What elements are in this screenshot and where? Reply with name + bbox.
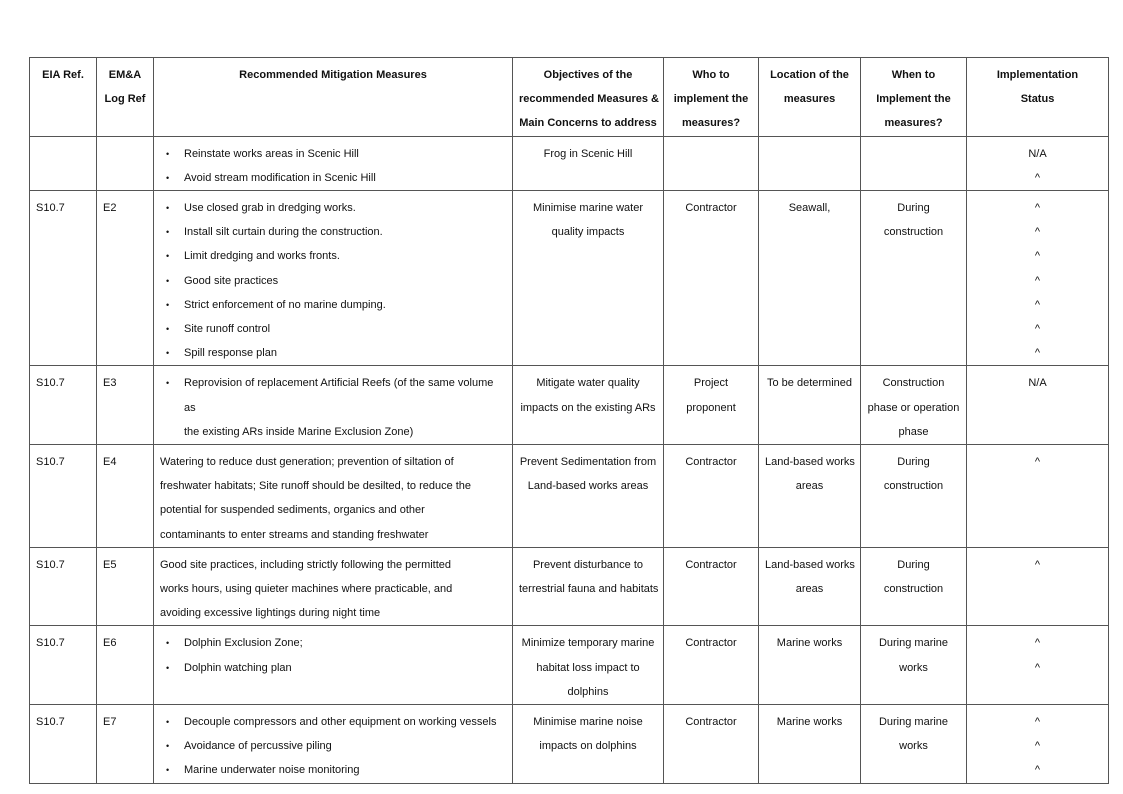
who-cell: [664, 366, 759, 445]
eia-ref-cell: [30, 136, 97, 190]
cell-line: Contractor: [685, 456, 737, 469]
header-when: [861, 58, 967, 137]
who-cell: [664, 191, 759, 366]
header-line: Recommended Mitigation Measures: [239, 69, 427, 81]
header-line: measures?: [681, 117, 741, 130]
measures-cell: [154, 626, 513, 705]
header-line: Log Ref: [104, 93, 146, 106]
bullet-item: [160, 269, 506, 293]
cell-line: Minimize temporary marine: [521, 637, 655, 650]
bullet-icon: •: [166, 148, 170, 159]
cell-line: ^: [1034, 740, 1041, 753]
table-row: [30, 626, 1109, 705]
bullet-icon: •: [166, 299, 170, 310]
eia-ref-cell: [30, 705, 97, 784]
table-row: [30, 547, 1109, 626]
bullet-text: Site runoff control: [184, 323, 271, 336]
header-who: [664, 58, 759, 137]
bullet-text: Decouple compressors and other equipment on working vessels: [184, 716, 497, 729]
cell-line: E5: [103, 558, 117, 571]
header-line: Implementation: [996, 69, 1079, 81]
bullet-item: [160, 317, 506, 341]
bullet-item: [160, 710, 506, 734]
bullet-item: [160, 371, 506, 444]
cell-line: S10.7: [36, 377, 65, 390]
bullet-item: [160, 758, 506, 782]
location-cell: [759, 445, 861, 548]
measures-cell: [154, 547, 513, 626]
bullet-item: [160, 341, 506, 365]
cell-line: E7: [103, 716, 117, 729]
cell-line: Seawall,: [788, 202, 831, 215]
bullet-item: [160, 166, 506, 190]
cell-line: ^: [1034, 298, 1041, 311]
cell-line: dolphins: [567, 685, 609, 698]
header-recommended-measures: [154, 58, 513, 137]
cell-line: S10.7: [36, 202, 65, 215]
eia-ref-cell: [30, 626, 97, 705]
bullet-icon: •: [166, 251, 170, 262]
table-row: [30, 705, 1109, 784]
cell-line: N/A: [1028, 377, 1047, 390]
header-line: When to: [891, 69, 936, 81]
cell-line: S10.7: [36, 558, 65, 571]
cell-line: works: [899, 661, 928, 674]
cell-line: Frog in Scenic Hill: [543, 147, 633, 160]
objectives-cell: [513, 626, 664, 705]
when-cell: [861, 366, 967, 445]
cell-line: works hours, using quieter machines where practicable, and: [160, 583, 453, 596]
header-line: Location of the: [770, 69, 849, 81]
cell-line: habitat loss impact to: [536, 661, 640, 674]
cell-line: During: [897, 456, 930, 469]
cell-line: potential for suspended sediments, organics and other: [160, 504, 425, 517]
cell-line: proponent: [686, 401, 736, 414]
cell-line: E6: [103, 637, 117, 650]
when-cell: [861, 191, 967, 366]
header-line: recommended Measures &: [519, 93, 659, 106]
bullet-icon: •: [166, 203, 170, 214]
bullet-item: [160, 244, 506, 268]
cell-line: Watering to reduce dust generation; prevention of siltation of: [160, 456, 454, 469]
log-ref-cell: [97, 626, 154, 705]
location-cell: [759, 547, 861, 626]
header-line: measures: [783, 93, 836, 106]
bullet-icon: •: [166, 275, 170, 286]
objectives-cell: [513, 136, 664, 190]
objectives-cell: [513, 191, 664, 366]
measures-cell: [154, 705, 513, 784]
cell-line: quality impacts: [551, 226, 625, 239]
cell-line: S10.7: [36, 456, 65, 469]
cell-line: areas: [795, 583, 824, 596]
cell-line: ^: [1034, 226, 1041, 239]
table-row: [30, 191, 1109, 366]
bullet-text: Reprovision of replacement Artificial Reefs (of the same volume as the existing ARs inside Marine Exclusion Zone): [184, 377, 494, 438]
bullet-icon: •: [166, 662, 170, 673]
cell-line: To be determined: [767, 377, 852, 390]
bullet-icon: •: [166, 378, 170, 389]
cell-line: Prevent disturbance to: [532, 558, 644, 571]
table-row: [30, 445, 1109, 548]
cell-line: avoiding excessive lightings during night time: [160, 607, 381, 620]
location-cell: [759, 191, 861, 366]
bullet-text: Install silt curtain during the construction.: [184, 226, 383, 239]
cell-line: Minimise marine noise: [533, 716, 643, 729]
cell-line: construction: [883, 226, 944, 239]
status-cell: [967, 626, 1109, 705]
objectives-cell: [513, 445, 664, 548]
cell-line: ^: [1034, 716, 1041, 729]
header-line: measures?: [884, 117, 943, 130]
objectives-cell: [513, 547, 664, 626]
cell-line: Mitigate water quality: [536, 377, 640, 390]
bullet-item: [160, 656, 506, 680]
bullet-item: [160, 293, 506, 317]
cell-line: ^: [1034, 347, 1041, 360]
cell-line: ^: [1034, 558, 1041, 571]
bullet-text: Reinstate works areas in Scenic Hill: [184, 147, 359, 160]
eia-ref-cell: [30, 366, 97, 445]
table-body: [30, 136, 1109, 783]
cell-line: Project: [693, 377, 729, 390]
log-ref-cell: [97, 136, 154, 190]
cell-line: impacts on dolphins: [539, 740, 637, 753]
cell-line: areas: [795, 480, 824, 493]
measures-cell: [154, 445, 513, 548]
cell-line: Land-based works: [765, 456, 855, 469]
cell-line: ^: [1034, 764, 1041, 777]
header-location: [759, 58, 861, 137]
cell-line: S10.7: [36, 637, 65, 650]
when-cell: [861, 626, 967, 705]
cell-line: S10.7: [36, 716, 65, 729]
cell-line: ^: [1034, 661, 1041, 674]
header-line: implement the: [673, 93, 749, 106]
cell-line: Good site practices, including strictly following the permitted: [160, 558, 452, 571]
cell-line: ^: [1034, 456, 1041, 469]
cell-line: freshwater habitats; Site runoff should be desilted, to reduce the: [160, 480, 472, 493]
eia-ref-cell: [30, 547, 97, 626]
when-cell: [861, 445, 967, 548]
objectives-cell: [513, 705, 664, 784]
header-line: Implement the: [876, 93, 951, 106]
header-emna-log-ref: [97, 58, 154, 137]
cell-line: ^: [1034, 274, 1041, 287]
measures-cell: [154, 366, 513, 445]
log-ref-cell: [97, 366, 154, 445]
cell-line: phase or operation: [867, 401, 960, 414]
status-cell: [967, 445, 1109, 548]
header-implementation-status: [967, 58, 1109, 137]
status-cell: [967, 366, 1109, 445]
cell-line: E2: [103, 202, 117, 215]
cell-line: contaminants to enter streams and standing freshwater: [160, 528, 429, 541]
header-line: EM&A: [108, 69, 142, 81]
bullet-icon: •: [166, 741, 170, 752]
cell-line: Contractor: [685, 558, 737, 571]
table-row: [30, 136, 1109, 190]
bullet-text: Spill response plan: [184, 347, 277, 360]
bullet-icon: •: [166, 324, 170, 335]
cell-line: Construction: [882, 377, 945, 390]
cell-line: ^: [1034, 171, 1041, 184]
eia-ref-cell: [30, 445, 97, 548]
cell-line: Contractor: [685, 716, 737, 729]
who-cell: [664, 705, 759, 784]
cell-line: During: [897, 202, 930, 215]
cell-line: Marine works: [776, 637, 843, 650]
cell-line: N/A: [1028, 147, 1047, 160]
bullet-icon: •: [166, 227, 170, 238]
cell-line: E3: [103, 377, 117, 390]
header-line: Objectives of the: [543, 69, 633, 81]
location-cell: [759, 626, 861, 705]
mitigation-measures-table: [29, 57, 1109, 784]
cell-line: impacts on the existing ARs: [520, 401, 656, 414]
bullet-text: Use closed grab in dredging works.: [184, 202, 356, 215]
bullet-item: [160, 631, 506, 655]
cell-line: ^: [1034, 637, 1041, 650]
cell-line: During marine: [878, 716, 949, 729]
log-ref-cell: [97, 547, 154, 626]
cell-line: During: [897, 558, 930, 571]
cell-line: Contractor: [685, 202, 737, 215]
header-line: Status: [1020, 93, 1055, 106]
location-cell: [759, 705, 861, 784]
location-cell: [759, 366, 861, 445]
bullet-text: Dolphin Exclusion Zone;: [184, 637, 303, 650]
header-eia-ref: [30, 58, 97, 137]
bullet-item: [160, 196, 506, 220]
cell-line: ^: [1034, 250, 1041, 263]
cell-line: works: [899, 740, 928, 753]
header-line: Main Concerns to address: [519, 117, 657, 130]
cell-line: E4: [103, 456, 117, 469]
cell-line: Land-based works areas: [527, 480, 649, 493]
cell-line: ^: [1034, 323, 1041, 336]
status-cell: [967, 705, 1109, 784]
header-line: EIA Ref.: [42, 69, 84, 81]
bullet-text: Good site practices: [184, 274, 279, 287]
bullet-text: Avoidance of percussive piling: [184, 740, 332, 753]
bullet-text: Marine underwater noise monitoring: [184, 764, 360, 777]
bullet-icon: •: [166, 717, 170, 728]
bullet-text: Avoid stream modification in Scenic Hill: [184, 171, 376, 184]
cell-line: construction: [883, 583, 944, 596]
status-cell: [967, 191, 1109, 366]
header-row: [30, 58, 1109, 137]
location-cell: [759, 136, 861, 190]
cell-line: terrestrial fauna and habitats: [519, 583, 659, 596]
cell-line: Marine works: [776, 716, 843, 729]
bullet-icon: •: [166, 348, 170, 359]
when-cell: [861, 547, 967, 626]
cell-line: Land-based works: [765, 558, 855, 571]
cell-line: During marine: [878, 637, 949, 650]
cell-line: phase: [898, 425, 929, 438]
bullet-icon: •: [166, 638, 170, 649]
header-objectives: [513, 58, 664, 137]
measures-cell: [154, 191, 513, 366]
cell-line: Prevent Sedimentation from: [519, 456, 657, 469]
who-cell: [664, 626, 759, 705]
bullet-text: Limit dredging and works fronts.: [184, 250, 340, 263]
bullet-text: Strict enforcement of no marine dumping.: [184, 298, 386, 311]
cell-line: construction: [883, 480, 944, 493]
header-line: Who to: [692, 69, 730, 81]
who-cell: [664, 136, 759, 190]
status-cell: [967, 136, 1109, 190]
who-cell: [664, 547, 759, 626]
log-ref-cell: [97, 191, 154, 366]
cell-line: Contractor: [685, 637, 737, 650]
objectives-cell: [513, 366, 664, 445]
when-cell: [861, 136, 967, 190]
log-ref-cell: [97, 445, 154, 548]
eia-ref-cell: [30, 191, 97, 366]
who-cell: [664, 445, 759, 548]
bullet-text: Dolphin watching plan: [184, 661, 292, 674]
measures-cell: [154, 136, 513, 190]
cell-line: ^: [1034, 202, 1041, 215]
bullet-item: [160, 734, 506, 758]
bullet-icon: •: [166, 765, 170, 776]
table-row: [30, 366, 1109, 445]
bullet-item: [160, 220, 506, 244]
log-ref-cell: [97, 705, 154, 784]
cell-line: Minimise marine water: [532, 202, 644, 215]
bullet-icon: •: [166, 172, 170, 183]
bullet-item: [160, 142, 506, 166]
status-cell: [967, 547, 1109, 626]
when-cell: [861, 705, 967, 784]
